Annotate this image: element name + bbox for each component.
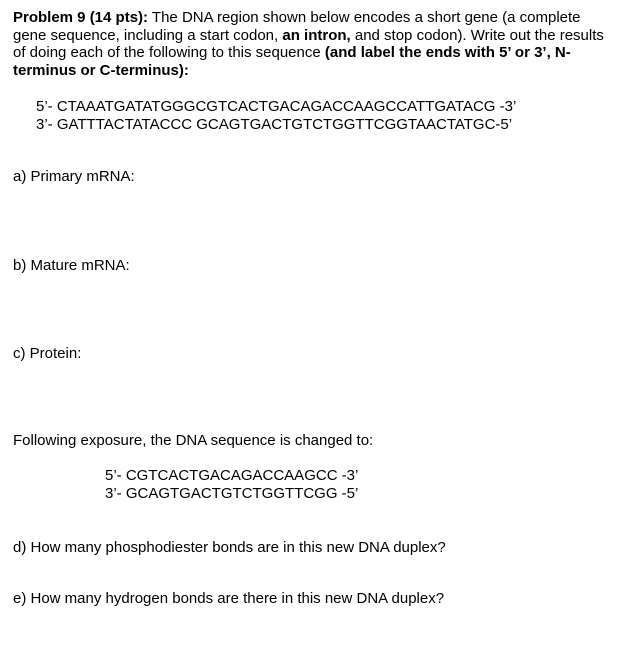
changed-dna-sequence	[105, 467, 358, 502]
changed-top-strand: 5’- CGTCACTGACAGACCAAGCC -3’	[105, 467, 359, 484]
original-top-strand: 5’- CTAAATGATATGGGCGTCACTGACAGACCAAGCCATTGATACG -3’	[36, 98, 517, 115]
problem-intro-part2: and stop codon). Write out the results of doing each of the following to this sequence	[13, 26, 604, 61]
problem-title: Problem 9 (14 pts):	[13, 9, 149, 26]
question-c-protein: c) Protein:	[13, 345, 82, 362]
problem-label-instruction: (and label the ends with 5’ or 3’, N-terminus or C-terminus):	[13, 44, 571, 79]
question-b-mature-mrna: b) Mature mRNA:	[13, 257, 130, 274]
exposure-statement: Following exposure, the DNA sequence is changed to:	[13, 432, 374, 449]
original-dna-sequence	[36, 98, 516, 133]
problem-intron-emphasis: an intron,	[282, 26, 351, 44]
question-e-hydrogen-bonds: e) How many hydrogen bonds are there in this new DNA duplex?	[13, 590, 445, 607]
original-bottom-strand: 3’- GATTTACTATACCC GCAGTGACTGTCTGGTTCGGTAACTATGC-5’	[36, 115, 513, 133]
changed-bottom-strand: 3’- GCAGTGACTGTCTGGTTCGG -5’	[105, 484, 359, 502]
problem-intro-part1: The DNA region shown below encodes a short gene (a complete gene sequence, including a start codon,	[13, 9, 581, 44]
problem-statement	[13, 9, 613, 79]
question-a-primary-mrna: a) Primary mRNA:	[13, 168, 135, 185]
question-d-phosphodiester-bonds: d) How many phosphodiester bonds are in this new DNA duplex?	[13, 539, 446, 556]
